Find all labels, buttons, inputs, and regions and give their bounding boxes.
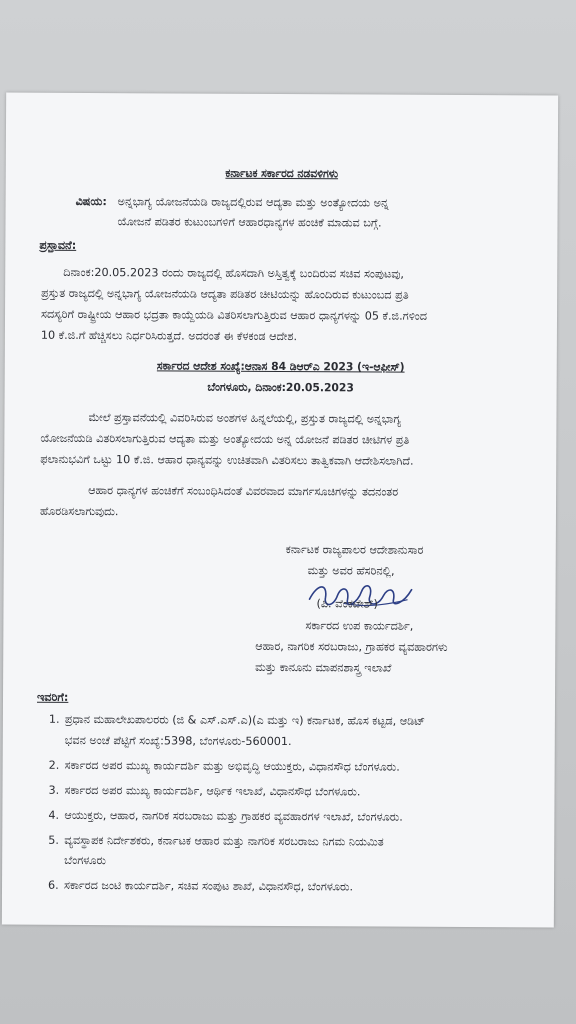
recipient-1-line-2: ಭವನ ಅಂಚೆ ಪೆಟ್ಟಿಗೆ ಸಂಖ್ಯೆ:5398, ಬೆಂಗಳೂರು-560001. [64,733,292,749]
document-heading: ಕರ್ನಾಟಕ ಸರ್ಕಾರದ ನಡವಳಿಗಳು [225,166,339,181]
signatory-line-3: ಮತ್ತು ಕಾನೂನು ಮಾಪನಶಾಸ್ತ್ರ ಇಲಾಖೆ [255,660,392,675]
signatory-line-1: ಸರ್ಕಾರದ ಉಪ ಕಾರ್ಯದರ್ಶಿ, [305,619,414,633]
subject-label: ವಿಷಯ: [75,194,107,209]
recipient-2-line-1: ಸರ್ಕಾರದ ಅಪರ ಮುಖ್ಯ ಕಾರ್ಯದರ್ಶಿ ಮತ್ತು ಅಭಿವೃದ್ಧಿ ಆಯುಕ್ತರು, ವಿಧಾನಸೌಧ ಬೆಂಗಳೂರು. [64,758,400,774]
recipient-4-line-1: ಆಯುಕ್ತರು, ಆಹಾರ, ನಾಗರಿಕ ಸರಬರಾಜು ಮತ್ತು ಗ್ರಾಹಕರ ವ್ಯವಹಾರಗಳ ಇಲಾಖೆ, ಬೆಂಗಳೂರು. [64,808,403,824]
recipient-5-line-1: ವ್ಯವಸ್ಥಾಪಕ ನಿರ್ದೇಶಕರು, ಕರ್ನಾಟಕ ಆಹಾರ ಮತ್ತು ನಾಗರಿಕ ಸರಬರಾಜು ನಿಗಮ ನಿಯಮಿತ [64,833,384,849]
recipient-2-num: 2. [48,758,60,772]
recipient-6-num: 6. [47,878,59,892]
guideline-line-1: ಆಹಾರ ಧಾನ್ಯಗಳ ಹಂಚಿಕೆಗೆ ಸಂಬಂಧಿಸಿದಂತೆ ವಿವರವಾದ ಮಾರ್ಗಸೂಚಿಗಳನ್ನು ತದನಂತರ [88,483,399,499]
recipient-1-num: 1. [48,712,60,726]
signatory-name: (ಪಿ. ವೆಂಕಟೇಶ್) [316,597,378,611]
sign-line-1: ಕರ್ನಾಟಕ ರಾಜ್ಯಪಾಲರ ಆದೇಶಾನುಸಾರ [285,543,424,557]
recipient-5-line-2: ಬೆಂಗಳೂರು [64,853,106,868]
recipient-5-num: 5. [48,833,59,847]
recipient-3-line-1: ಸರ್ಕಾರದ ಅಪರ ಮುಖ್ಯ ಕಾರ್ಯದರ್ಶಿ, ಆರ್ಥಿಕ ಇಲಾಖೆ, ವಿಧಾನಸೌಧ ಬೆಂಗಳೂರು. [64,783,361,799]
recipient-1-line-1: ಪ್ರಧಾನ ಮಹಾಲೇಖಪಾಲರರು (ಜಿ & ಎಸ್.ಎಸ್.ಎ)(ಎ ಮತ್ತು ಇ) ಕರ್ನಾಟಕ, ಹೊಸ ಕಟ್ಟಡ, ಆಡಿಟ್ [64,712,426,728]
recipient-6-line-1: ಸರ್ಕಾರದ ಜಂಟಿ ಕಾರ್ಯದರ್ಶಿ, ಸಚಿವ ಸಂಪುಟ ಶಾಖೆ, ವಿಧಾನಸೌಧ, ಬೆಂಗಳೂರು. [63,878,354,894]
sign-line-2: ಮತ್ತು ಅವರ ಹೆಸರಿನಲ್ಲಿ, [307,564,395,578]
preamble-line-4: 10 ಕೆ.ಜಿ.ಗೆ ಹೆಚ್ಚಿಸಲು ನಿರ್ಧರಿಸಿರುತ್ತದೆ. ಅದರಂತೆ ಈ ಕೆಳಕಂಡ ಆದೇಶ. [40,328,298,344]
preamble-line-2: ಪ್ರಸ್ತುತ ರಾಜ್ಯದಲ್ಲಿ ಅನ್ನಭಾಗ್ಯ ಯೋಜನೆಯಡಿ ಆದ್ಯತಾ ಪಡಿತರ ಚೀಟಿಯನ್ನು ಹೊಂದಿರುವ ಕುಟುಂಬದ ಪ್ರತಿ [41,286,409,302]
signatory-line-2: ಆಹಾರ, ನಾಗರಿಕ ಸರಬರಾಜು, ಗ್ರಾಹಕರ ವ್ಯವಹಾರಗಳು [255,639,448,654]
preamble-line-1: ದಿನಾಂಕ:20.05.2023 ರಂದು ರಾಜ್ಯದಲ್ಲಿ ಹೊಸದಾಗಿ ಅಸ್ತಿತ್ವಕ್ಕೆ ಬಂದಿರುವ ಸಚಿವ ಸಂಪುಟವು, [63,265,405,281]
order-line-3: ಫಲಾನುಭವಿಗೆ ಒಟ್ಟು 10 ಕೆ.ಜಿ. ಆಹಾರ ಧಾನ್ಯವನ್ನು ಉಚಿತವಾಗಿ ವಿತರಿಸಲು ತಾತ್ವಿಕವಾಗಿ ಆದೇಶಿಸಲಾಗಿದೆ. [40,452,414,468]
order-line-2: ಯೋಜನೆಯಡಿ ವಿತರಿಸಲಾಗುತ್ತಿರುವ ಆದ್ಯತಾ ಮತ್ತು ಅಂತ್ಯೋದಯ ಅನ್ನ ಯೋಜನೆ ಪಡಿತರ ಚೀಟಿಗಳ ಪ್ರತಿ [40,431,410,447]
recipients-label: ಇವರಿಗೆ: [36,690,69,704]
order-place-date: ಬೆಂಗಳೂರು, ದಿನಾಂಕ:20.05.2023 [207,380,354,395]
subject-line-2: ಯೋಜನೆ ಪಡಿತರ ಕುಟುಂಬಗಳಿಗೆ ಆಹಾರಧಾನ್ಯಗಳ ಹಂಚಿಕೆ ಮಾಡುವ ಬಗ್ಗೆ. [117,215,382,230]
recipient-4-num: 4. [48,808,60,822]
subject-line-1: ಅನ್ನಭಾಗ್ಯ ಯೋಜನೆಯಡಿ ರಾಜ್ಯದಲ್ಲಿರುವ ಆದ್ಯತಾ ಮತ್ತು ಅಂತ್ಯೋದಯ ಅನ್ನ [117,195,389,210]
government-order-page [2,93,558,928]
order-number: ಸರ್ಕಾರದ ಆದೇಶ ಸಂಖ್ಯೆ:ಆನಾಸ 84 ಡಿಆರ್‌ಎ 2023 (ಇ-ಆಫೀಸ್) [156,359,405,374]
preamble-line-3: ಸದಸ್ಯರಿಗೆ ರಾಷ್ಟ್ರೀಯ ಆಹಾರ ಭದ್ರತಾ ಕಾಯ್ದೆಯಡಿ ವಿತರಿಸಲಾಗುತ್ತಿರುವ ಆಹಾರ ಧಾನ್ಯಗಳನ್ನು 05 ಕೆ.ಜಿ.ಗಳಿಂದ [40,307,428,323]
order-line-1: ಮೇಲೆ ಪ್ರಸ್ತಾವನೆಯಲ್ಲಿ ವಿವರಿಸಿರುವ ಅಂಶಗಳ ಹಿನ್ನಲೆಯಲ್ಲಿ, ಪ್ರಸ್ತುತ ರಾಜ್ಯದಲ್ಲಿ ಅನ್ನಭಾಗ್ಯ [88,410,402,426]
preamble-label: ಪ್ರಸ್ತಾವನೆ: [39,238,77,252]
recipient-3-num: 3. [48,783,60,797]
guideline-line-2: ಹೊರಡಿಸಲಾಗುವುದು. [39,504,119,519]
